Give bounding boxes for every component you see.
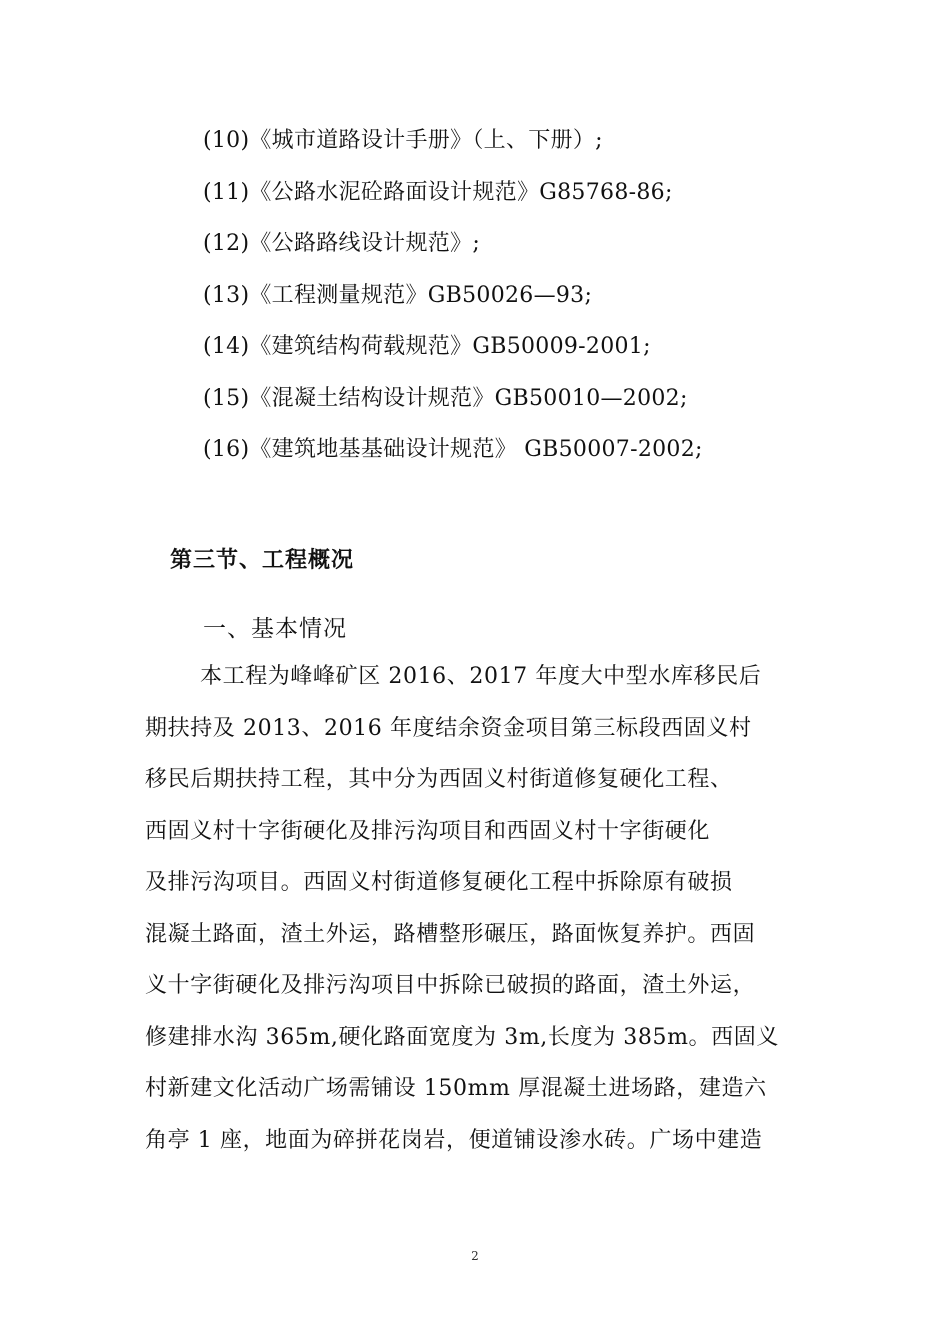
paragraph-line: 西固义村十字街硬化及排污沟项目和西固义村十字街硬化: [145, 818, 711, 844]
paragraph-line: 期扶持及 2013、2016 年度结余资金项目第三标段西固义村: [145, 715, 752, 741]
reference-item: (10)《城市道路设计手册》（上、下册）;: [203, 128, 603, 153]
reference-item: (14)《建筑结构荷载规范》GB50009-2001;: [203, 334, 651, 359]
paragraph-line: 混凝土路面，渣土外运，路槽整形碾压，路面恢复养护。西固: [145, 921, 756, 947]
paragraph-line: 村新建文化活动广场需铺设 150mm 厚混凝土进场路，建造六: [145, 1076, 767, 1101]
paragraph-line: 义十字街硬化及排污沟项目中拆除已破损的路面，渣土外运，: [145, 973, 756, 998]
reference-item: (16)《建筑地基基础设计规范》 GB50007-2002;: [203, 437, 703, 462]
section-title: 第三节、工程概况: [170, 548, 355, 573]
body-paragraph: [145, 662, 835, 1177]
reference-item: (13)《工程测量规范》GB50026—93;: [203, 282, 593, 308]
paragraph-line: 本工程为峰峰矿区 2016、2017 年度大中型水库移民后: [200, 664, 762, 689]
reference-item: (15)《混凝土结构设计规范》GB50010—2002;: [203, 385, 688, 411]
paragraph-line: 修建排水沟 365m,硬化路面宽度为 3m,长度为 385m。西固义: [145, 1024, 779, 1050]
paragraph-line: 移民后期扶持工程，其中分为西固义村街道修复硬化工程、: [145, 767, 733, 792]
reference-item: (12)《公路路线设计规范》;: [203, 231, 481, 256]
reference-list: [203, 128, 703, 489]
subsection-title: 一、基本情况: [203, 616, 347, 642]
paragraph-line: 角亭 1 座，地面为碎拼花岗岩，便道铺设渗水砖。广场中建造: [145, 1127, 763, 1153]
reference-item: (11)《公路水泥砼路面设计规范》G85768-86;: [203, 179, 673, 205]
page-number: 2: [471, 1249, 479, 1263]
paragraph-line: 及排污沟项目。西固义村街道修复硬化工程中拆除原有破损: [145, 870, 733, 895]
